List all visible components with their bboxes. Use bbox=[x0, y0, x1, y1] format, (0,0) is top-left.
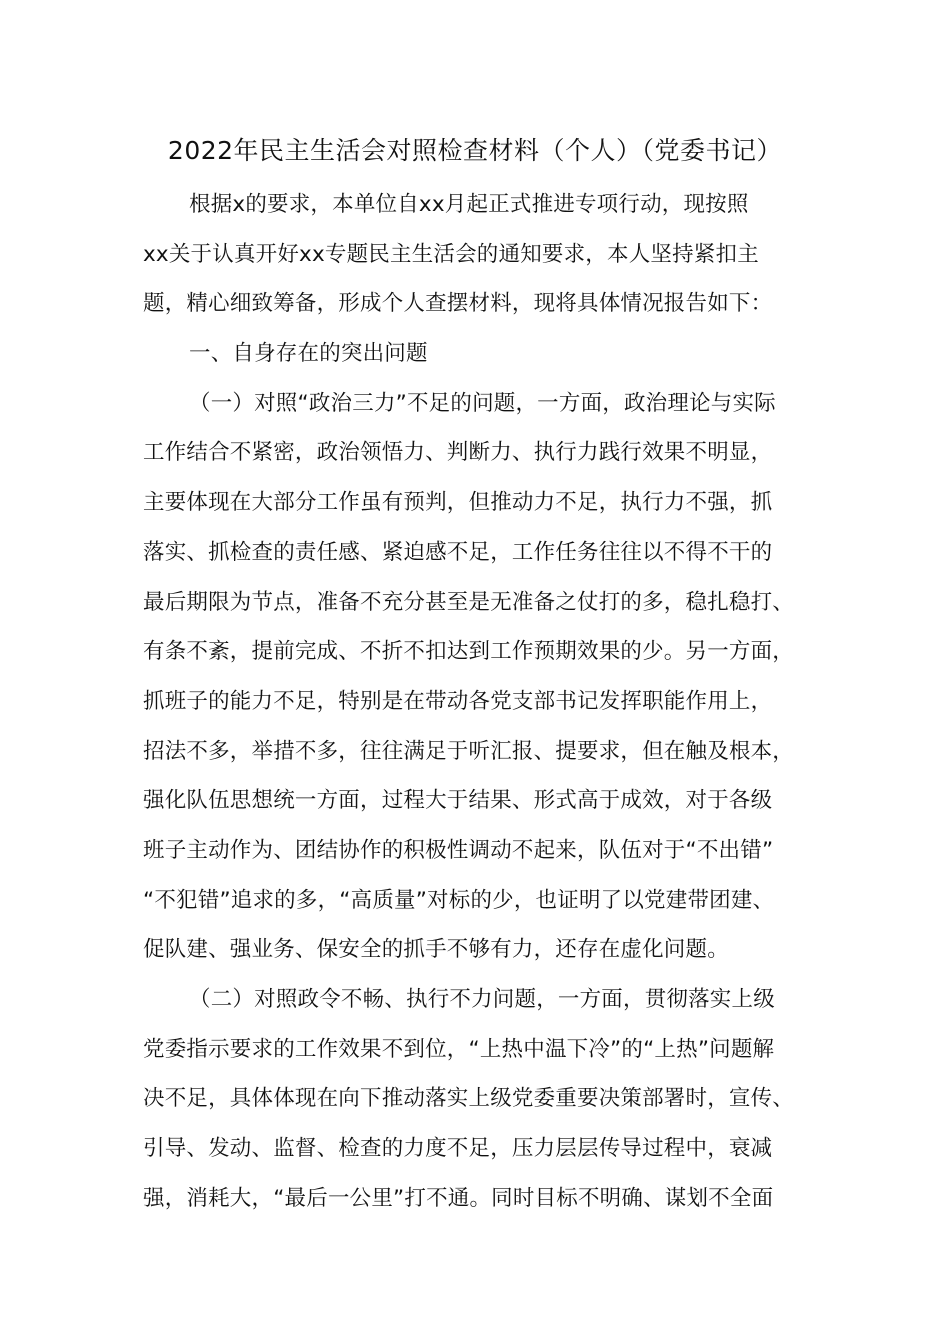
paragraph-line: 强化队伍思想统一方面，过程大于结果、形式高于成效，对于各级 bbox=[143, 788, 773, 814]
paragraph-line: 题，精心细致筹备，形成个人查摆材料，现将具体情况报告如下： bbox=[143, 291, 773, 317]
paragraph-line: 最后期限为节点，准备不充分甚至是无准备之仗打的多，稳扎稳打、 bbox=[143, 589, 795, 615]
paragraph-line: 落实、抓检查的责任感、紧迫感不足，工作任务往往以不得不干的 bbox=[143, 539, 773, 565]
document-title: 2022年民主生活会对照检查材料（个人）（党委书记） bbox=[167, 136, 783, 165]
paragraph-line: 招法不多，举措不多，往往满足于听汇报、提要求，但在触及根本， bbox=[143, 738, 795, 764]
paragraph-line: 决不足，具体体现在向下推动落实上级党委重要决策部署时，宣传、 bbox=[143, 1086, 795, 1112]
paragraph-line: 促队建、强业务、保安全的抓手不够有力，还存在虚化问题。 bbox=[143, 937, 729, 963]
paragraph-line: xx关于认真开好xx专题民主生活会的通知要求，本人坚持紧扣主 bbox=[143, 241, 759, 267]
paragraph-line: 抓班子的能力不足，特别是在带动各党支部书记发挥职能作用上， bbox=[143, 688, 773, 714]
paragraph-line: 党委指示要求的工作效果不到位，“上热中温下冷”的“上热”问题解 bbox=[143, 1036, 775, 1062]
paragraph-line: （一）对照“政治三力”不足的问题，一方面，政治理论与实际 bbox=[189, 390, 776, 416]
document-body bbox=[143, 180, 833, 1223]
paragraph-line: 主要体现在大部分工作虽有预判，但推动力不足，执行力不强，抓 bbox=[143, 490, 773, 516]
section-heading: 一、自身存在的突出问题 bbox=[189, 341, 428, 367]
paragraph-line: 强，消耗大，“最后一公里”打不通。同时目标不明确、谋划不全面 bbox=[143, 1185, 774, 1211]
paragraph-line: 工作结合不紧密，政治领悟力、判断力、执行力践行效果不明显， bbox=[143, 440, 773, 466]
paragraph-line: “不犯错”追求的多，“高质量”对标的少，也证明了以党建带团建、 bbox=[143, 887, 775, 913]
paragraph-line: 有条不紊，提前完成、不折不扣达到工作预期效果的少。另一方面， bbox=[143, 639, 795, 665]
paragraph-line: 根据x的要求，本单位自xx月起正式推进专项行动，现按照 bbox=[189, 192, 749, 217]
paragraph-line: 引导、发动、监督、检查的力度不足，压力层层传导过程中，衰减 bbox=[143, 1136, 773, 1162]
paragraph-line: 班子主动作为、团结协作的积极性调动不起来，队伍对于“不出错” bbox=[143, 837, 774, 863]
paragraph-line: （二）对照政令不畅、执行不力问题，一方面，贯彻落实上级 bbox=[189, 987, 775, 1012]
